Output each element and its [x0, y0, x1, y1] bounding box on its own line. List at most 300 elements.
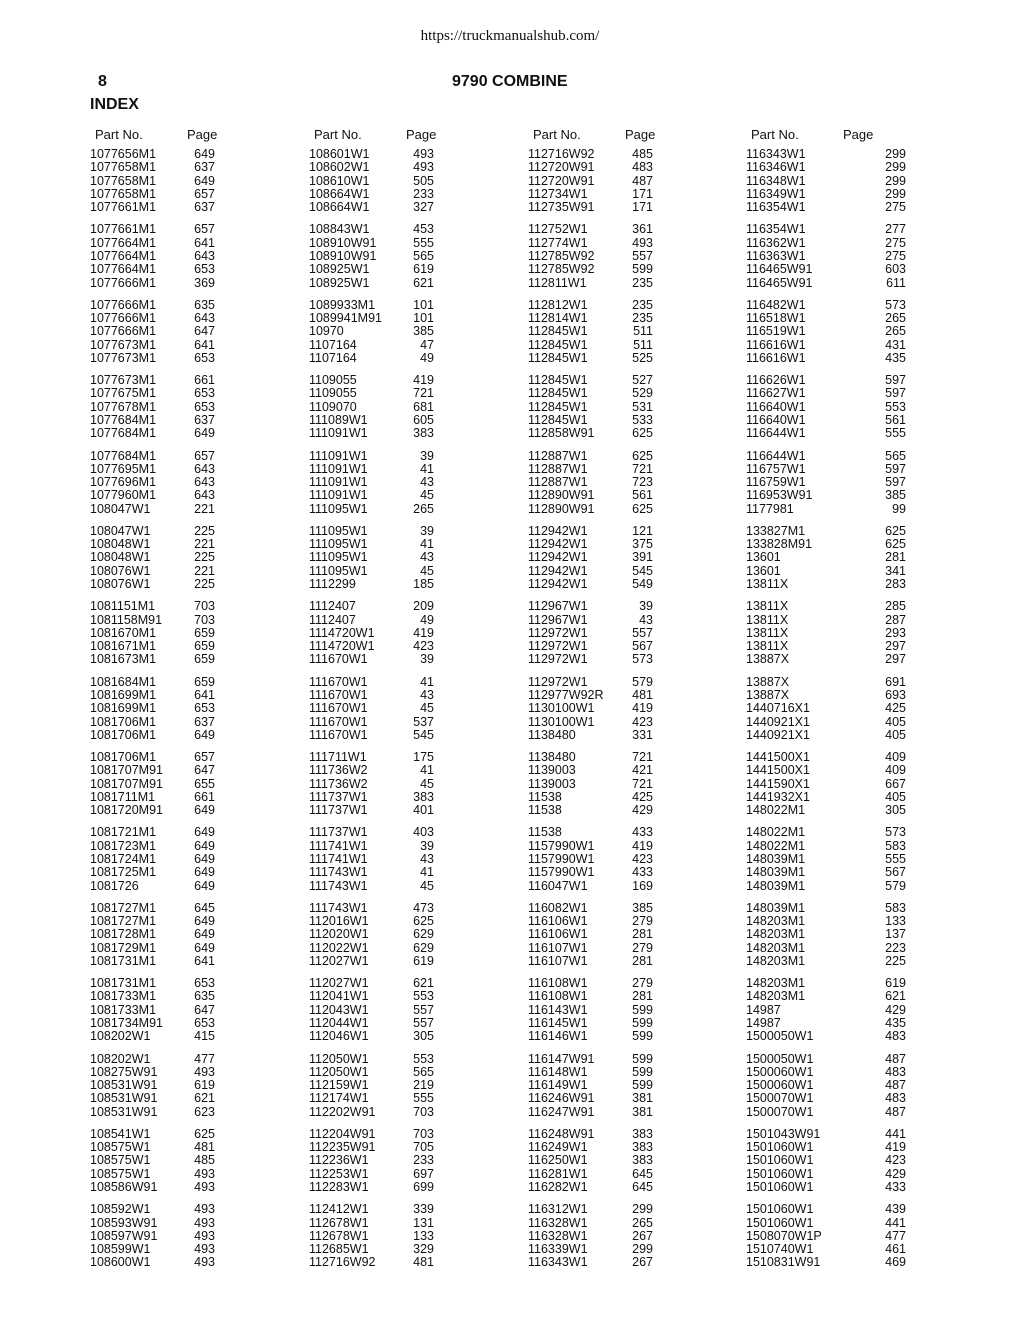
page-ref: 657	[194, 186, 215, 201]
index-row	[90, 716, 290, 729]
page-ref: 555	[885, 426, 906, 441]
part-number: 148022M1	[746, 803, 806, 818]
index-row	[309, 463, 509, 476]
part-number: 112016W1	[309, 914, 369, 929]
page-ref: 281	[632, 989, 653, 1004]
index-row	[309, 1154, 509, 1167]
part-number: 112027W1	[309, 976, 369, 991]
part-number: 1114720W1	[309, 639, 375, 654]
index-row	[528, 840, 728, 853]
page-ref: 221	[194, 501, 215, 516]
index-row	[746, 702, 946, 715]
page-ref: 171	[632, 200, 653, 215]
page-ref: 265	[885, 311, 906, 326]
page-ref: 721	[632, 750, 653, 764]
part-number: 116616W1	[746, 337, 806, 352]
page-ref: 649	[194, 940, 215, 955]
part-number: 112887W1	[528, 461, 588, 476]
index-row	[309, 237, 509, 250]
page-ref: 481	[413, 1255, 434, 1270]
part-number: 1500050W1	[746, 1051, 814, 1066]
page-ref: 441	[885, 1215, 906, 1230]
page-ref: 225	[194, 550, 215, 565]
part-number: 108531W91	[90, 1104, 158, 1119]
part-number: 1440921X1	[746, 727, 810, 742]
part-number: 112020W1	[309, 927, 369, 942]
index-row	[309, 977, 509, 990]
index-row	[746, 902, 946, 915]
column-header	[309, 127, 509, 143]
page-ref: 461	[885, 1242, 906, 1257]
page-ref: 133	[413, 1228, 434, 1243]
index-group	[746, 600, 946, 666]
index-row	[746, 1154, 946, 1167]
part-number: 112972W1	[528, 639, 588, 654]
index-row	[746, 1128, 946, 1141]
part-number: 112678W1	[309, 1228, 369, 1243]
part-number: 112942W1	[528, 523, 588, 538]
index-row	[309, 1256, 509, 1269]
index-row	[528, 928, 728, 941]
part-number: 116108W1	[528, 989, 588, 1004]
index-row	[90, 1017, 290, 1030]
part-number: 11538	[528, 789, 562, 804]
page-ref: 487	[885, 1078, 906, 1093]
part-number: 112027W1	[309, 953, 369, 968]
index-row	[309, 689, 509, 702]
page-ref: 327	[413, 200, 434, 215]
part-number: 1081706M1	[90, 727, 157, 742]
index-group	[90, 1128, 290, 1194]
page-ref: 557	[413, 1002, 434, 1017]
page-ref: 481	[632, 687, 653, 702]
page-ref: 329	[413, 1242, 434, 1257]
column-header	[746, 127, 946, 143]
index-row	[90, 942, 290, 955]
part-number: 1081707M91	[90, 776, 163, 791]
index-row	[746, 374, 946, 387]
index-group	[528, 1128, 728, 1194]
index-row	[309, 614, 509, 627]
page-ref: 561	[885, 413, 906, 428]
part-number: 1077661M1	[90, 222, 157, 237]
part-number: 116953W91	[746, 488, 813, 503]
part-number: 13601	[746, 563, 781, 578]
page-ref: 265	[413, 501, 434, 516]
index-row	[746, 1053, 946, 1066]
index-group	[528, 751, 728, 817]
page-ref: 599	[632, 1064, 653, 1079]
index-row	[528, 689, 728, 702]
index-row	[309, 1030, 509, 1043]
page-ref: 649	[194, 825, 215, 840]
page-ref: 643	[194, 461, 215, 476]
part-number: 1441500X1	[746, 763, 810, 778]
part-number: 116518W1	[746, 311, 806, 326]
index-row	[528, 702, 728, 715]
page-ref: 555	[413, 1091, 434, 1106]
part-number: 148039M1	[746, 865, 806, 880]
part-number: 1157990W1	[528, 838, 595, 853]
page-ref: 649	[194, 426, 215, 441]
page-ref: 643	[194, 475, 215, 490]
index-row	[746, 1017, 946, 1030]
page-ref: 131	[413, 1215, 434, 1230]
page-ref: 721	[632, 776, 653, 791]
part-number: 112845W1	[528, 337, 588, 352]
page-ref: 331	[632, 727, 653, 742]
page-ref: 297	[885, 652, 906, 667]
page-ref: 493	[194, 1064, 215, 1079]
part-number: 116465W91	[746, 262, 813, 277]
index-row	[90, 955, 290, 968]
page-ref: 305	[413, 1029, 434, 1044]
part-number: 111091W1	[309, 475, 368, 490]
page-ref: 641	[194, 235, 215, 250]
part-no-header: Part No.	[533, 127, 581, 142]
page-ref: 429	[885, 1166, 906, 1181]
page-ref: 381	[632, 1104, 653, 1119]
index-group	[746, 223, 946, 289]
index-row	[90, 1181, 290, 1194]
index-row	[746, 1079, 946, 1092]
index-group	[309, 902, 509, 968]
index-row	[90, 525, 290, 538]
index-row	[528, 1017, 728, 1030]
index-row	[528, 414, 728, 427]
index-row	[528, 764, 728, 777]
part-number: 148022M1	[746, 838, 806, 853]
part-number: 1081706M1	[90, 750, 157, 764]
page-ref: 281	[885, 550, 906, 565]
index-group	[309, 826, 509, 892]
index-group	[309, 1053, 509, 1119]
index-row	[309, 503, 509, 516]
page-ref: 511	[633, 324, 653, 339]
index-group	[528, 977, 728, 1043]
index-row	[746, 751, 946, 764]
part-number: 1510831W91	[746, 1255, 821, 1270]
part-number: 112845W1	[528, 399, 588, 414]
index-row	[746, 640, 946, 653]
part-number: 112972W1	[528, 674, 588, 689]
index-row	[309, 161, 509, 174]
index-group	[528, 299, 728, 365]
index-row	[746, 689, 946, 702]
index-row	[746, 578, 946, 591]
page-ref: 527	[632, 373, 653, 388]
page-ref: 493	[194, 1255, 215, 1270]
index-row	[309, 1181, 509, 1194]
page-ref: 553	[413, 1051, 434, 1066]
page-ref: 625	[632, 426, 653, 441]
part-number: 116149W1	[528, 1078, 588, 1093]
index-row	[528, 600, 728, 613]
index-row	[90, 1243, 290, 1256]
page-ref: 723	[632, 475, 653, 490]
part-number: 112812W1	[528, 297, 588, 312]
page-ref: 435	[885, 350, 906, 365]
part-number: 13887X	[746, 674, 790, 689]
page-ref: 649	[194, 914, 215, 929]
index-group	[528, 902, 728, 968]
part-number: 111095W1	[309, 563, 368, 578]
index-row	[90, 600, 290, 613]
part-number: 108597W91	[90, 1228, 158, 1243]
page-ref: 485	[194, 1153, 215, 1168]
part-number: 116363W1	[746, 248, 806, 263]
part-number: 1500060W1	[746, 1064, 814, 1079]
page-ref: 579	[885, 878, 906, 893]
index-group	[528, 223, 728, 289]
index-row	[90, 551, 290, 564]
page-ref: 545	[632, 563, 653, 578]
part-number: 1077664M1	[90, 248, 157, 263]
index-group	[90, 1053, 290, 1119]
part-number: 1081727M1	[90, 900, 157, 915]
page-ref: 477	[194, 1051, 215, 1066]
index-row	[90, 476, 290, 489]
part-number: 1501060W1	[746, 1202, 814, 1217]
page-header: Page	[625, 127, 656, 142]
page-ref: 405	[885, 789, 906, 804]
page-ref: 645	[194, 900, 215, 915]
index-row	[309, 538, 509, 551]
part-number: 1441590X1	[746, 776, 810, 791]
index-group	[309, 525, 509, 591]
page-ref: 267	[632, 1255, 653, 1270]
part-number: 1138480	[528, 727, 576, 742]
index-row	[90, 503, 290, 516]
index-row	[746, 804, 946, 817]
index-row	[528, 277, 728, 290]
source-url[interactable]: https://truckmanualshub.com/	[420, 28, 600, 44]
part-number: 1077666M1	[90, 311, 157, 326]
page-ref: 43	[420, 550, 434, 565]
page-ref: 599	[632, 1078, 653, 1093]
index-row	[309, 764, 509, 777]
index-row	[528, 1079, 728, 1092]
index-row	[309, 880, 509, 893]
page-ref: 233	[413, 1153, 434, 1168]
part-number: 111743W1	[309, 865, 368, 880]
page-ref: 573	[885, 825, 906, 840]
index-row	[90, 676, 290, 689]
page-ref: 41	[420, 461, 434, 476]
part-number: 116627W1	[746, 386, 806, 401]
index-row	[309, 1053, 509, 1066]
index-row	[528, 250, 728, 263]
part-number: 116248W91	[528, 1126, 595, 1141]
part-number: 111736W2	[309, 776, 368, 791]
part-number: 1077658M1	[90, 173, 157, 188]
part-number: 112972W1	[528, 652, 588, 667]
page-ref: 553	[413, 989, 434, 1004]
part-number: 116281W1	[528, 1166, 588, 1181]
index-row	[309, 401, 509, 414]
part-number: 108586W91	[90, 1180, 158, 1195]
index-row	[90, 1079, 290, 1092]
page-ref: 635	[194, 989, 215, 1004]
part-number: 112814W1	[528, 311, 588, 326]
index-row	[309, 325, 509, 338]
page-ref: 659	[194, 652, 215, 667]
index-row	[90, 702, 290, 715]
index-row	[309, 702, 509, 715]
index-row	[90, 339, 290, 352]
index-row	[90, 489, 290, 502]
index-row	[528, 1106, 728, 1119]
page-ref: 299	[632, 1202, 653, 1217]
index-row	[528, 902, 728, 915]
index-row	[746, 1203, 946, 1216]
index-row	[528, 476, 728, 489]
index-row	[746, 387, 946, 400]
part-number: 111743W1	[309, 878, 368, 893]
index-row	[309, 188, 509, 201]
page-ref: 529	[632, 386, 653, 401]
page-ref: 225	[885, 953, 906, 968]
page-ref: 659	[194, 625, 215, 640]
index-row	[309, 387, 509, 400]
index-row	[746, 600, 946, 613]
part-number: 111741W1	[309, 851, 368, 866]
page-ref: 649	[194, 838, 215, 853]
part-number: 112174W1	[309, 1091, 369, 1106]
page-ref: 553	[885, 399, 906, 414]
part-number: 112685W1	[309, 1242, 369, 1257]
index-row	[90, 352, 290, 365]
part-number: 112774W1	[528, 235, 588, 250]
part-number: 133828M91	[746, 537, 813, 552]
index-group	[746, 977, 946, 1043]
index-row	[309, 778, 509, 791]
index-row	[746, 716, 946, 729]
part-number: 1130100W1	[528, 714, 595, 729]
page-ref: 265	[632, 1215, 653, 1230]
part-number: 1077684M1	[90, 426, 157, 441]
page-ref: 431	[885, 337, 906, 352]
page-ref: 435	[885, 1016, 906, 1031]
index-row	[309, 928, 509, 941]
index-row	[528, 1092, 728, 1105]
page-ref: 385	[632, 900, 653, 915]
part-number: 111737W1	[309, 825, 368, 840]
index-row	[528, 387, 728, 400]
index-group	[309, 299, 509, 365]
part-number: 116148W1	[528, 1064, 588, 1079]
part-number: 111670W1	[309, 687, 368, 702]
page-ref: 487	[885, 1104, 906, 1119]
part-number: 108048W1	[90, 537, 151, 552]
part-number: 1081726	[90, 878, 139, 893]
part-number: 112845W1	[528, 350, 588, 365]
index-row	[528, 538, 728, 551]
part-number: 112785W92	[528, 248, 595, 263]
page-ref: 619	[413, 953, 434, 968]
part-number: 108076W1	[90, 577, 151, 592]
index-row	[90, 840, 290, 853]
index-row	[746, 277, 946, 290]
part-number: 111670W1	[309, 674, 368, 689]
index-row	[90, 1092, 290, 1105]
part-number: 108610W1	[309, 173, 370, 188]
page-ref: 221	[194, 563, 215, 578]
index-group	[90, 676, 290, 742]
part-number: 1112407	[309, 612, 356, 627]
page-ref: 375	[632, 537, 653, 552]
part-number: 116047W1	[528, 878, 588, 893]
page-ref: 275	[885, 235, 906, 250]
page-ref: 721	[413, 386, 434, 401]
index-row	[90, 729, 290, 742]
part-number: 111670W1	[309, 701, 368, 716]
page-ref: 477	[885, 1228, 906, 1243]
index-row	[746, 915, 946, 928]
page-ref: 647	[194, 1002, 215, 1017]
part-number: 111737W1	[309, 803, 368, 818]
index-row	[746, 463, 946, 476]
index-row	[90, 764, 290, 777]
index-row	[528, 1230, 728, 1243]
page-ref: 493	[194, 1202, 215, 1217]
index-row	[309, 676, 509, 689]
part-number: 108531W91	[90, 1091, 158, 1106]
page-ref: 45	[420, 878, 434, 893]
part-number: 116328W1	[528, 1228, 588, 1243]
part-number: 13887X	[746, 652, 790, 667]
part-number: 1077960M1	[90, 488, 157, 503]
page-ref: 555	[885, 851, 906, 866]
page-ref: 41	[420, 865, 434, 880]
index-row	[309, 627, 509, 640]
page-ref: 561	[632, 488, 653, 503]
page-ref: 383	[632, 1140, 653, 1155]
page-ref: 635	[194, 297, 215, 312]
part-number: 148203M1	[746, 953, 806, 968]
index-group	[309, 977, 509, 1043]
index-group	[746, 826, 946, 892]
part-number: 111095W1	[309, 537, 368, 552]
page-ref: 101	[413, 311, 434, 326]
index-row	[309, 866, 509, 879]
index-row	[528, 1066, 728, 1079]
part-number: 1077656M1	[90, 147, 157, 161]
page-ref: 583	[885, 838, 906, 853]
index-row	[90, 915, 290, 928]
index-row	[90, 778, 290, 791]
part-number: 108275W91	[90, 1064, 158, 1079]
index-row	[90, 1217, 290, 1230]
part-number: 1501060W1	[746, 1153, 814, 1168]
part-number: 116626W1	[746, 373, 806, 388]
part-number: 108541W1	[90, 1126, 151, 1141]
index-group	[309, 600, 509, 666]
part-number: 111095W1	[309, 523, 368, 538]
page-ref: 285	[885, 599, 906, 614]
page-ref: 625	[632, 501, 653, 516]
part-number: 116282W1	[528, 1180, 588, 1195]
part-number: 11538	[528, 803, 562, 818]
part-number: 112716W92	[309, 1255, 376, 1270]
page-ref: 703	[194, 599, 215, 614]
index-row	[309, 1168, 509, 1181]
part-number: 13811X	[746, 625, 789, 640]
index-row	[528, 1181, 728, 1194]
index-row	[309, 223, 509, 236]
index-row	[746, 201, 946, 214]
page-ref: 621	[413, 275, 434, 290]
